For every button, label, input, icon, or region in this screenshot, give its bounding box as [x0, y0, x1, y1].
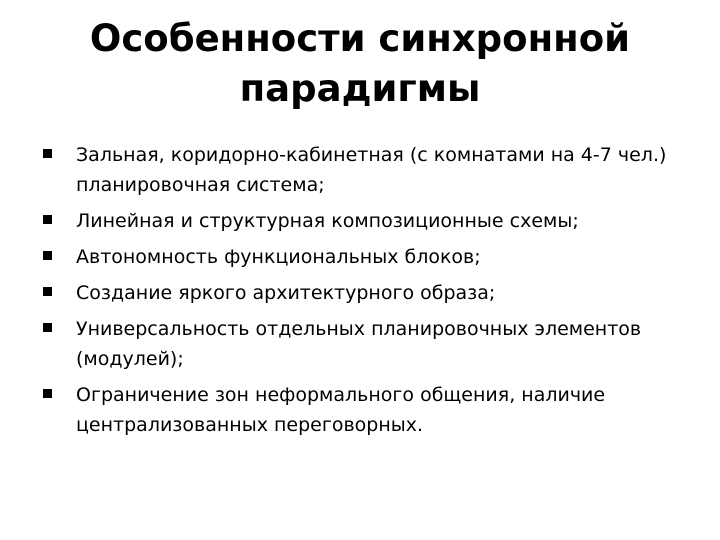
- bullet-item: [40, 242, 690, 272]
- slide-title: [40, 14, 680, 114]
- square-bullet-icon: [43, 389, 52, 398]
- bullet-item: [40, 206, 690, 236]
- bullet-text: Универсальность отдельных планировочных элементов (модулей);: [76, 318, 642, 370]
- bullet-item: [40, 314, 690, 374]
- square-bullet-icon: [43, 251, 52, 260]
- bullet-item: [40, 278, 690, 308]
- square-bullet-icon: [43, 149, 52, 158]
- bullet-text: Создание яркого архитектурного образа;: [76, 282, 496, 304]
- bullet-text: Ограничение зон неформального общения, наличие централизованных переговорных.: [76, 384, 606, 436]
- square-bullet-icon: [43, 215, 52, 224]
- bullet-text: Автономность функциональных блоков;: [76, 246, 481, 268]
- bullet-list: [40, 140, 690, 446]
- slide-title-line-2: парадигмы: [239, 67, 481, 110]
- bullet-item: [40, 140, 690, 200]
- square-bullet-icon: [43, 287, 52, 296]
- bullet-text: Линейная и структурная композиционные схемы;: [76, 210, 579, 232]
- square-bullet-icon: [43, 323, 52, 332]
- bullet-item: [40, 380, 690, 440]
- slide-title-line-1: Особенности синхронной: [89, 17, 631, 60]
- bullet-text: Зальная, коридорно-кабинетная (с комнатами на 4-7 чел.) планировочная система;: [76, 144, 667, 196]
